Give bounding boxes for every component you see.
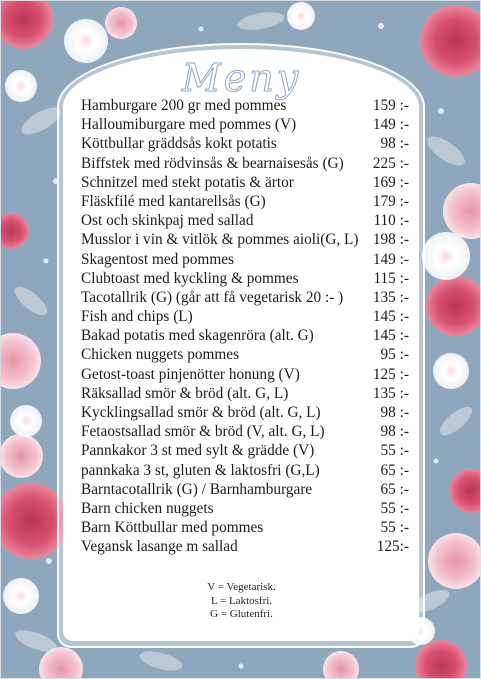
menu-item-price: 135 :- bbox=[372, 288, 409, 306]
menu-item bbox=[81, 480, 409, 499]
menu-item-name: pannkaka 3 st, gluten & laktosfri (G,L) bbox=[81, 461, 320, 479]
menu-item-name: Vegansk lasange m sallad bbox=[81, 538, 238, 556]
menu-item-name: Biffstek med rödvinsås & bearnaisesås (G) bbox=[81, 154, 344, 172]
menu-item-price: 55 :- bbox=[380, 519, 409, 537]
menu-item-name: Fetaostsallad smör & bröd (V, alt. G, L) bbox=[81, 423, 325, 441]
menu-item bbox=[81, 365, 409, 384]
menu-item bbox=[81, 230, 409, 249]
legend-line: G = Glutenfri. bbox=[210, 608, 273, 620]
menu-item bbox=[81, 269, 409, 288]
menu-item-price: 159 :- bbox=[372, 97, 409, 114]
menu-item-name: Getost-toast pinjenötter honung (V) bbox=[81, 365, 300, 383]
menu-item-price: 145 :- bbox=[372, 327, 409, 345]
menu-item-price: 98 :- bbox=[380, 404, 409, 421]
menu-title: Meny bbox=[181, 56, 302, 100]
menu-item bbox=[81, 461, 409, 480]
menu-item-name: Skagentost med pommes bbox=[81, 250, 234, 268]
menu-item bbox=[81, 288, 409, 307]
menu-item-price: 149 :- bbox=[372, 250, 409, 268]
menu-item bbox=[81, 154, 409, 173]
menu-item-price: 65 :- bbox=[380, 461, 409, 479]
menu-item-price: 110 :- bbox=[373, 212, 409, 230]
legend-line: V = Vegetarisk. bbox=[207, 581, 276, 593]
menu-item-price: 95 :- bbox=[380, 346, 409, 364]
menu-item bbox=[81, 518, 409, 537]
menu-item bbox=[81, 211, 409, 230]
menu-item-name: Räksallad smör & bröd (alt. G, L) bbox=[81, 384, 289, 402]
menu-item-price: 179 :- bbox=[372, 192, 409, 210]
menu-item bbox=[81, 537, 409, 556]
menu-item-name: Ost och skinkpaj med sallad bbox=[81, 212, 254, 230]
menu-item-name: Köttbullar gräddsås kokt potatis bbox=[81, 135, 277, 153]
menu-item-name: Barntacotallrik (G) / Barnhamburgare bbox=[81, 480, 313, 498]
menu-item-name: Kycklingsallad smör & bröd (alt. G, L) bbox=[81, 404, 321, 421]
menu-item bbox=[81, 250, 409, 269]
menu-list bbox=[81, 96, 409, 557]
menu-item-name: Halloumiburgare med pommes (V) bbox=[81, 116, 297, 134]
menu-item-price: 98 :- bbox=[380, 423, 409, 441]
menu-item-price: 125 :- bbox=[372, 365, 409, 383]
menu-item bbox=[81, 326, 409, 345]
menu-item bbox=[81, 96, 409, 115]
menu-item-name: Bakad potatis med skagenröra (alt. G) bbox=[81, 327, 314, 345]
menu-item-price: 135 :- bbox=[372, 384, 409, 402]
menu-item bbox=[81, 422, 409, 441]
menu-item-name: Fish and chips (L) bbox=[81, 308, 193, 326]
menu-item-price: 145 :- bbox=[372, 308, 409, 326]
menu-item-name: Schnitzel med stekt potatis & ärtor bbox=[81, 173, 294, 191]
menu-item-name: Fläskfilé med kantarellsås (G) bbox=[81, 192, 266, 210]
menu-item bbox=[81, 192, 409, 211]
menu-item bbox=[81, 403, 409, 422]
menu-item bbox=[81, 441, 409, 460]
menu-item bbox=[81, 345, 409, 364]
menu-item-price: 55 :- bbox=[380, 499, 409, 517]
menu-item-price: 169 :- bbox=[372, 173, 409, 191]
menu-item-price: 65 :- bbox=[380, 480, 409, 498]
menu-item-name: Pannkakor 3 st med sylt & grädde (V) bbox=[81, 442, 315, 460]
menu-item-price: 149 :- bbox=[372, 116, 409, 134]
menu-item-price: 55 :- bbox=[380, 442, 409, 460]
menu-item-name: Barn Köttbullar med pommes bbox=[81, 519, 264, 537]
menu-item-name: Musslor i vin & vitlök & pommes aioli(G, L) bbox=[81, 231, 359, 249]
legend-line: L = Laktosfri. bbox=[210, 594, 273, 607]
menu-legend bbox=[1, 581, 481, 622]
menu-item-price: 115 :- bbox=[373, 269, 409, 287]
menu-item-price: 125:- bbox=[376, 538, 409, 556]
menu-item-name: Chicken nuggets pommes bbox=[81, 346, 240, 364]
menu-item-name: Barn chicken nuggets bbox=[81, 499, 214, 517]
menu-item bbox=[81, 173, 409, 192]
menu-item bbox=[81, 384, 409, 403]
menu-item-price: 98 :- bbox=[380, 135, 409, 153]
menu-item bbox=[81, 115, 409, 134]
menu-item bbox=[81, 499, 409, 518]
menu-item bbox=[81, 134, 409, 153]
menu-item bbox=[81, 307, 409, 326]
menu-item-price: 225 :- bbox=[372, 154, 409, 172]
menu-item-name: Clubtoast med kyckling & pommes bbox=[81, 269, 299, 287]
menu-item-price: 198 :- bbox=[372, 231, 409, 249]
menu-item-name: Tacotallrik (G) (går att få vegetarisk 20 :- ) bbox=[81, 288, 344, 306]
menu-item-name: Hamburgare 200 gr med pommes bbox=[81, 97, 287, 114]
